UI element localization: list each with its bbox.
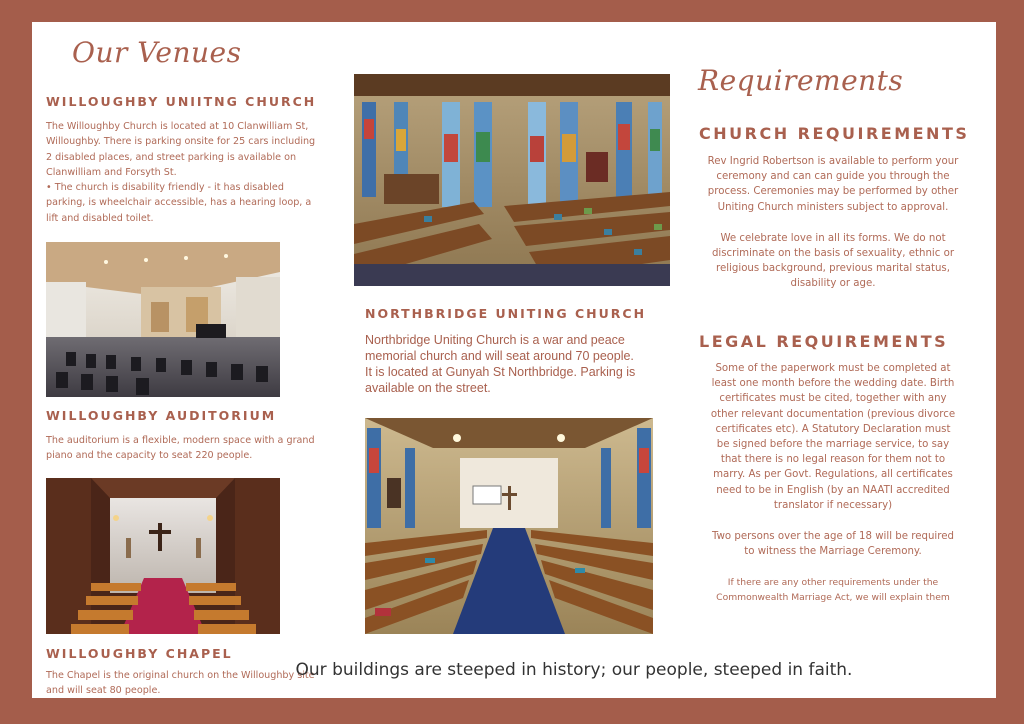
venues-title: Our Venues [72,36,242,69]
willoughby-church-description [46,119,336,226]
text-line: parking, is wheelchair accessible, has a hearing loop, a [46,197,312,209]
northbridge-interior-photo [354,74,670,286]
text-line: Clanwilliam and Forsyth St. [46,166,177,178]
requirements-title: Requirements [698,64,904,97]
text-line: translator if necessary) [773,499,893,511]
text-line: Uniting Church ministers subject to approval. [717,201,949,213]
text-line: process. Ceremonies may be performed by other [707,186,959,198]
legal-requirements-text [694,361,972,605]
chapel-photo [46,478,280,634]
tagline: Our buildings are steeped in history; our people, steeped in faith. [295,660,853,680]
text-line: Willoughby. There is parking onsite for 25 cars including [46,136,316,148]
northbridge-aisle-photo [365,418,653,634]
text-line: memorial church and will seat around 70 people. [365,349,634,363]
auditorium-description [46,433,336,464]
text-line: Commonwealth Marriage Act, we will explain them [716,592,950,604]
text-line: Two persons over the age of 18 will be required [712,531,954,543]
text-line: piano and the capacity to seat 220 people. [46,450,253,462]
church-requirements-text [694,154,972,292]
text-line: be signed before the marriage service, to say [716,439,950,451]
text-line: Rev Ingrid Robertson is available to perform your [707,156,959,167]
text-line: The Chapel is the original church on the Willoughby site [46,670,315,681]
text-line: The Willoughby Church is located at 10 Clanwilliam St, [46,121,309,132]
text-line: available on the street. [365,381,491,395]
text-line: The auditorium is a flexible, modern space with a grand [46,435,315,446]
text-line: certificates must be cited, together with any [719,393,947,405]
legal-requirements-heading: LEGAL REQUIREMENTS [699,332,949,351]
text-line: lift and disabled toilet. [46,212,154,224]
auditorium-photo [46,242,280,397]
text-line: certificates etc). A Statutory Declaration must [715,423,951,435]
church-requirements-heading: CHURCH REQUIREMENTS [699,124,970,143]
auditorium-heading: WILLOUGHBY AUDITORIUM [46,408,277,423]
text-line: marry. As per Govt. Regulations, all certificates [713,469,953,481]
text-line: If there are any other requirements under the [727,577,939,589]
text-line: need to be in English (by an NAATI accredited [716,484,950,496]
willoughby-church-heading: WILLOUGHBY UNIITNG CHURCH [46,94,317,109]
text-line: disability or age. [790,278,876,290]
text-line: to witness the Marriage Ceremony. [744,546,922,558]
text-line: 2 disabled places, and street parking is available on [46,151,297,163]
text-line: and will seat 80 people. [46,685,161,697]
text-line: discriminate on the basis of sexuality, ethnic or [711,248,955,260]
text-line: It is located at Gunyah St Northbridge. Parking is [365,365,636,379]
text-line: that there is no legal reason for them not to [720,454,946,466]
text-line: religious background, previous marital status, [716,263,950,275]
northbridge-description [365,332,665,396]
brochure-page [32,22,996,698]
text-line: • The church is disability friendly - it has disabled [46,182,284,194]
text-line: least one month before the wedding date. Birth [711,378,955,390]
text-line: Some of the paperwork must be completed at [715,363,951,374]
text-line: ceremony and can can guide you through the [716,171,950,183]
northbridge-heading: NORTHBRIDGE UNITING CHURCH [365,306,647,321]
chapel-heading: WILLOUGHBY CHAPEL [46,646,233,661]
text-line: Northbridge Uniting Church is a war and peace [365,333,625,347]
text-line: We celebrate love in all its forms. We do not [720,232,946,244]
text-line: other relevant documentation (previous divorce [710,408,956,420]
